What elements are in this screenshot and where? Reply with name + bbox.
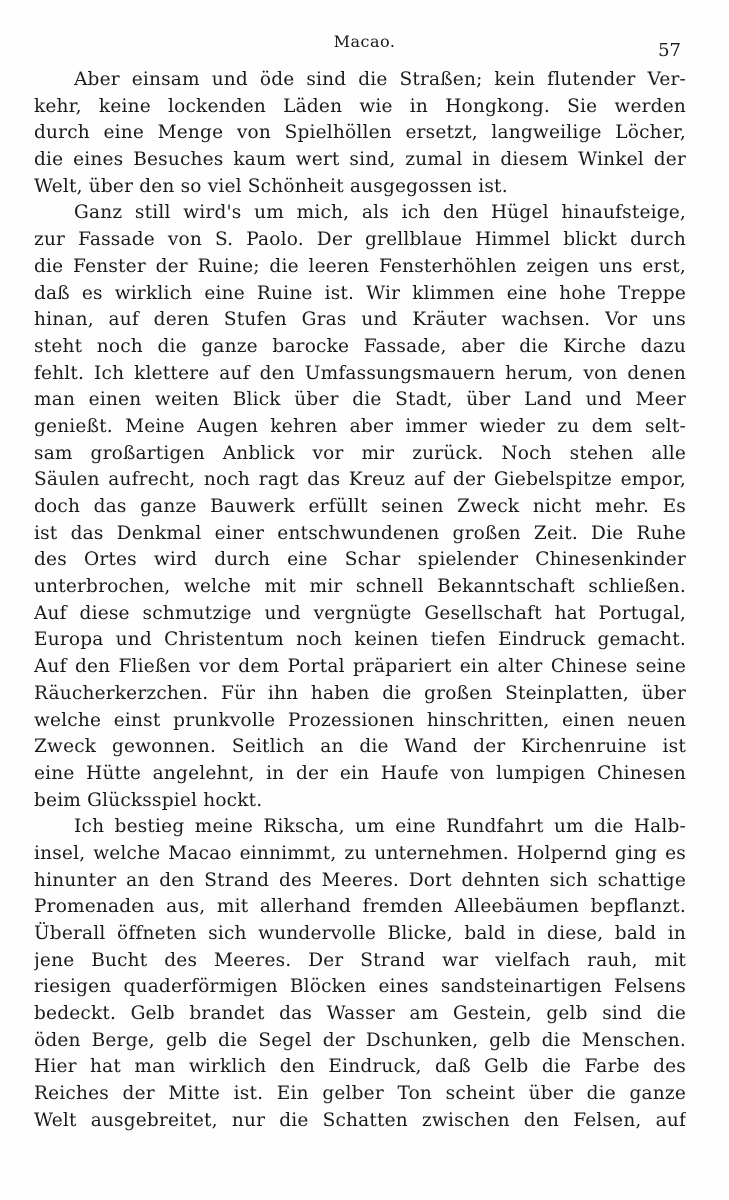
running-head: Macao. <box>333 32 396 51</box>
text-line: öden Berge, gelb die Segel der Dschunken, gelb die Menschen. <box>34 1029 686 1051</box>
text-line: Reiches der Mitte ist. Ein gelber Ton scheint über die ganze <box>34 1083 686 1105</box>
text-line: durch eine Menge von Spielhöllen ersetzt, langweilige Löcher, <box>34 122 686 144</box>
text-line: daß es wirklich eine Ruine ist. Wir klimmen eine hohe Treppe <box>34 282 686 304</box>
text-line: Promenaden aus, mit allerhand fremden Alleebäumen bepflanzt. <box>34 896 686 918</box>
text-line: Aber einsam und öde sind die Straßen; kein flutender Ver- <box>74 69 686 90</box>
text-line: Auf den Fließen vor dem Portal präpariert ein alter Chinese seine <box>34 656 686 678</box>
text-line: Hier hat man wirklich den Eindruck, daß Gelb die Farbe des <box>34 1056 686 1078</box>
text-line: Welt ausgebreitet, nur die Schatten zwischen den Felsen, auf <box>34 1109 686 1131</box>
text-line: sam großartigen Anblick vor mir zurück. Noch stehen alle <box>34 442 686 464</box>
text-line: jene Bucht des Meeres. Der Strand war vielfach rauh, mit <box>34 949 686 971</box>
text-line: fehlt. Ich klettere auf den Umfassungsmauern herum, von denen <box>34 362 686 384</box>
text-line: Europa und Christentum noch keinen tiefen Eindruck gemacht. <box>34 629 686 651</box>
text-line: Überall öffneten sich wundervolle Blicke, bald in diese, bald in <box>34 923 686 944</box>
body-text <box>34 67 686 1135</box>
text-line: welche einst prunkvolle Prozessionen hinschritten, einen neuen <box>34 709 686 731</box>
text-line: doch das ganze Bauwerk erfüllt seinen Zweck nicht mehr. Es <box>34 496 686 517</box>
text-line: genießt. Meine Augen kehren aber immer wieder zu dem selt- <box>34 415 686 437</box>
text-line: man einen weiten Blick über die Stadt, über Land und Meer <box>34 389 686 411</box>
text-line: Welt, über den so viel Schönheit ausgegossen ist. <box>34 175 508 197</box>
text-line: eine Hütte angelehnt, in der ein Haufe von lumpigen Chinesen <box>34 762 686 784</box>
text-line: steht noch die ganze barocke Fassade, aber die Kirche dazu <box>34 335 686 357</box>
text-line: ist das Denkmal einer entschwundenen großen Zeit. Die Ruhe <box>34 522 686 544</box>
text-line: des Ortes wird durch eine Schar spielender Chinesenkinder <box>34 549 686 571</box>
text-line: beim Glücksspiel hockt. <box>34 789 263 811</box>
page-number: 57 <box>658 40 681 61</box>
text-line: bedeckt. Gelb brandet das Wasser am Gestein, gelb sind die <box>34 1003 686 1025</box>
text-line: zur Fassade von S. Paolo. Der grellblaue Himmel blickt durch <box>34 229 686 251</box>
text-line: Räucherkerzchen. Für ihn haben die großen Steinplatten, über <box>34 682 686 704</box>
text-line: hinan, auf deren Stufen Gras und Kräuter wachsen. Vor uns <box>34 309 686 331</box>
text-line: hinunter an den Strand des Meeres. Dort dehnten sich schattige <box>34 869 686 891</box>
text-line: riesigen quaderförmigen Blöcken eines sandsteinartigen Felsens <box>34 976 686 998</box>
text-line: Säulen aufrecht, noch ragt das Kreuz auf der Giebelspitze empor, <box>34 469 686 491</box>
text-line: die eines Besuches kaum wert sind, zumal in diesem Winkel der <box>34 149 686 171</box>
text-line: Ich bestieg meine Rikscha, um eine Rundfahrt um die Halb- <box>74 816 686 838</box>
text-line: Ganz still wird's um mich, als ich den Hügel hinaufsteige, <box>74 202 686 224</box>
text-line: unterbrochen, welche mit mir schnell Bekanntschaft schließen. <box>34 576 686 598</box>
text-line: kehr, keine lockenden Läden wie in Hongkong. Sie werden <box>34 95 686 117</box>
text-line: insel, welche Macao einnimmt, zu unternehmen. Holpernd ging es <box>34 842 686 864</box>
text-line: Zweck gewonnen. Seitlich an die Wand der Kirchenruine ist <box>34 736 686 758</box>
text-line: Auf diese schmutzige und vergnügte Gesellschaft hat Portugal, <box>34 602 686 624</box>
text-line: die Fenster der Ruine; die leeren Fensterhöhlen zeigen uns erst, <box>34 255 686 277</box>
